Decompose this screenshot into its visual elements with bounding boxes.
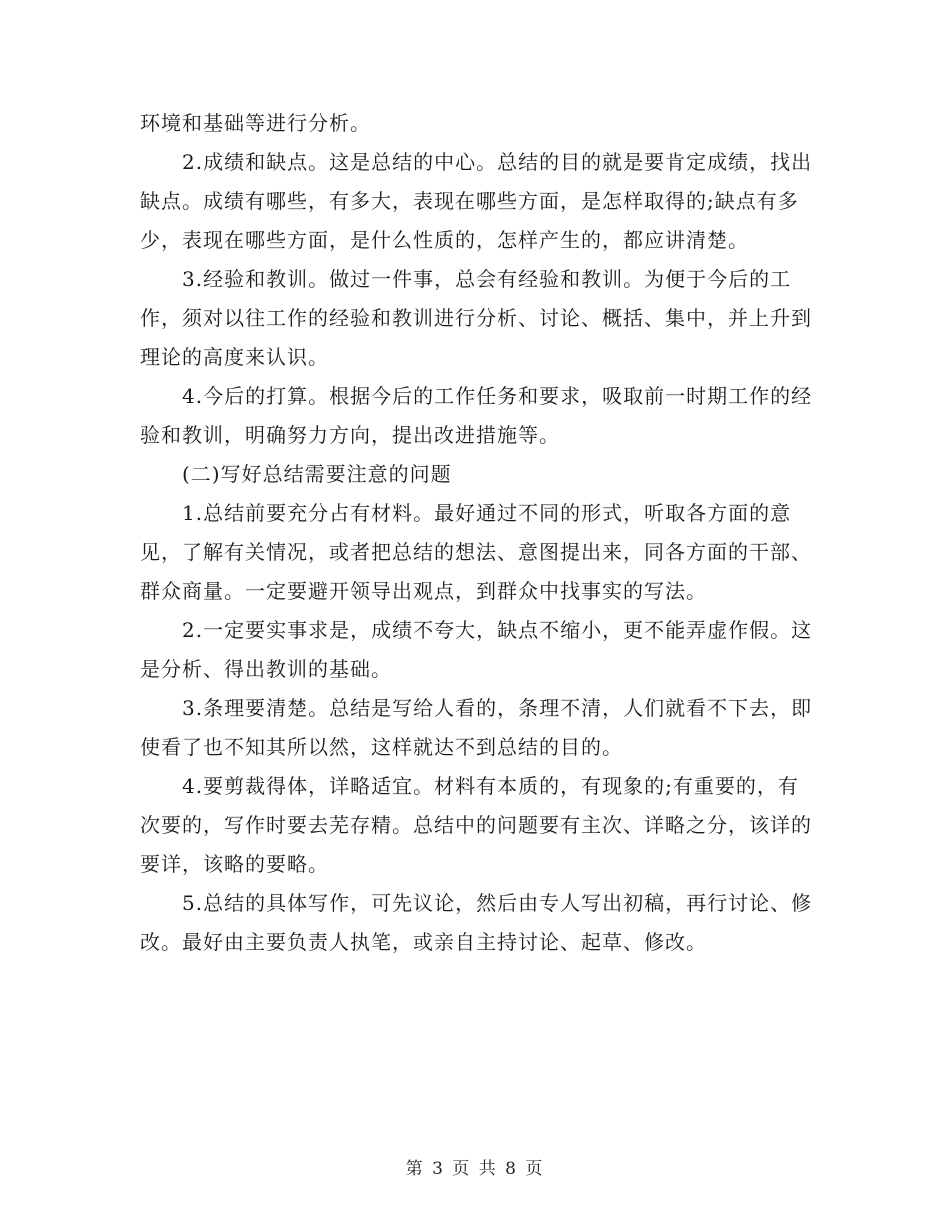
paragraph-1: 2.成绩和缺点。这是总结的中心。总结的目的就是要肯定成绩，找出缺点。成绩有哪些，有多大，表现在哪些方面，是怎样取得的;缺点有多少，表现在哪些方面，是什么性质的，怎样产生的，都应讲清楚。 bbox=[140, 150, 813, 252]
paragraph-5: 1.总结前要充分占有材料。最好通过不同的形式，听取各方面的意见，了解有关情况，或者把总结的想法、意图提出来，同各方面的干部、群众商量。一定要避开领导出观点，到群众中找事实的写法。 bbox=[140, 501, 812, 603]
section-heading: (二)写好总结需要注意的问题 bbox=[182, 462, 452, 486]
paragraph-0: 环境和基础等进行分析。 bbox=[140, 111, 371, 135]
paragraph-9: 5.总结的具体写作，可先议论，然后由专人写出初稿，再行讨论、修改。最好由主要负责人执笔，或亲自主持讨论、起草、修改。 bbox=[140, 891, 813, 954]
paragraph-3: 4.今后的打算。根据今后的工作任务和要求，吸取前一时期工作的经验和教训，明确努力方向，提出改进措施等。 bbox=[140, 384, 813, 447]
document-body bbox=[140, 104, 816, 962]
paragraph-7: 3.条理要清楚。总结是写给人看的，条理不清，人们就看不下去，即使看了也不知其所以然，这样就达不到总结的目的。 bbox=[140, 696, 813, 759]
paragraph-6: 2.一定要实事求是，成绩不夸大，缺点不缩小，更不能弄虚作假。这是分析、得出教训的基础。 bbox=[140, 618, 813, 681]
paragraph-2: 3.经验和教训。做过一件事，总会有经验和教训。为便于今后的工作，须对以往工作的经验和教训进行分析、讨论、概括、集中，并上升到理论的高度来认识。 bbox=[140, 267, 812, 369]
page-number-footer: 第 3 页 共 8 页 bbox=[405, 1159, 545, 1179]
paragraph-8: 4.要剪裁得体，详略适宜。材料有本质的，有现象的;有重要的，有次要的，写作时要去芜存精。总结中的问题要有主次、详略之分，该详的要详，该略的要略。 bbox=[140, 774, 812, 876]
